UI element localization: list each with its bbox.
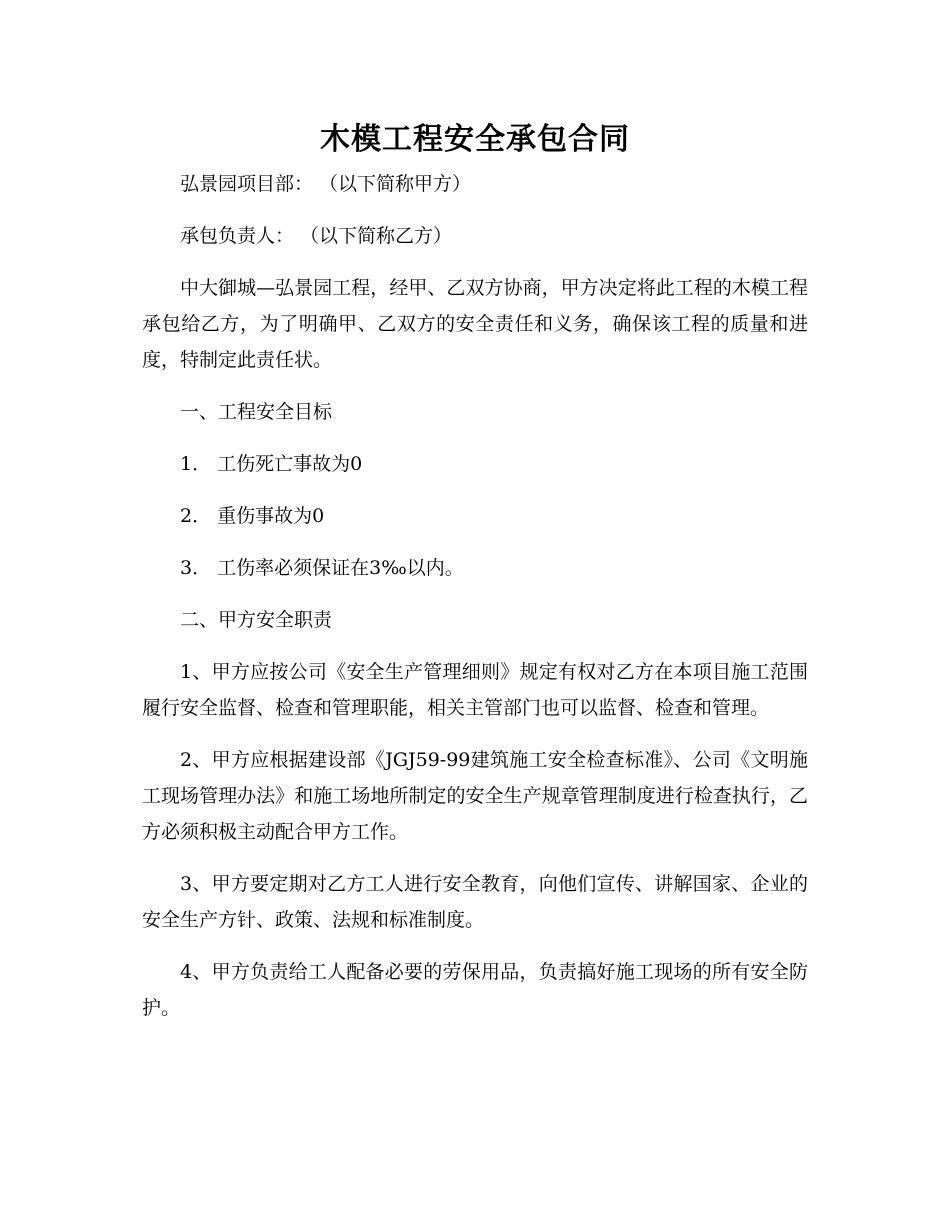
- goal-item-1: 1． 工伤死亡事故为0: [180, 453, 363, 475]
- document-title: 木模工程安全承包合同: [320, 122, 630, 157]
- party-a-line: 弘景园项目部： （以下简称甲方）: [180, 173, 472, 195]
- duty-item-4: 4、甲方负责给工人配备必要的劳保用品，负责搞好施工现场的所有安全防护。: [142, 961, 808, 1019]
- intro-paragraph: 中大御城—弘景园工程，经甲、乙双方协商，甲方决定将此工程的木模工程承包给乙方，为了明确甲、乙双方的安全责任和义务，确保该工程的质量和进度，特制定此责任状。: [142, 277, 808, 371]
- duty-item-1: 1、甲方应按公司《安全生产管理细则》规定有权对乙方在本项目施工范围履行安全监督、检查和管理职能，相关主管部门也可以监督、检查和管理。: [142, 661, 808, 719]
- party-b-line: 承包负责人： （以下简称乙方）: [180, 225, 453, 247]
- goal-item-2: 2． 重伤事故为0: [180, 505, 325, 527]
- goal-item-3: 3． 工伤率必须保证在3‰以内。: [180, 557, 464, 579]
- section-heading-party-a-duties: 二、甲方安全职责: [180, 609, 333, 631]
- duty-item-2: 2、甲方应根据建设部《JGJ59-99建筑施工安全检查标准》、公司《文明施工现场管理办法》和施工场地所制定的安全生产规章管理制度进行检查执行，乙方必须积极主动配合甲方工作。: [142, 749, 808, 843]
- document-body: [142, 166, 808, 1042]
- section-heading-safety-goals: 一、工程安全目标: [180, 401, 333, 423]
- duty-item-3: 3、甲方要定期对乙方工人进行安全教育，向他们宣传、讲解国家、企业的安全生产方针、政策、法规和标准制度。: [142, 873, 808, 931]
